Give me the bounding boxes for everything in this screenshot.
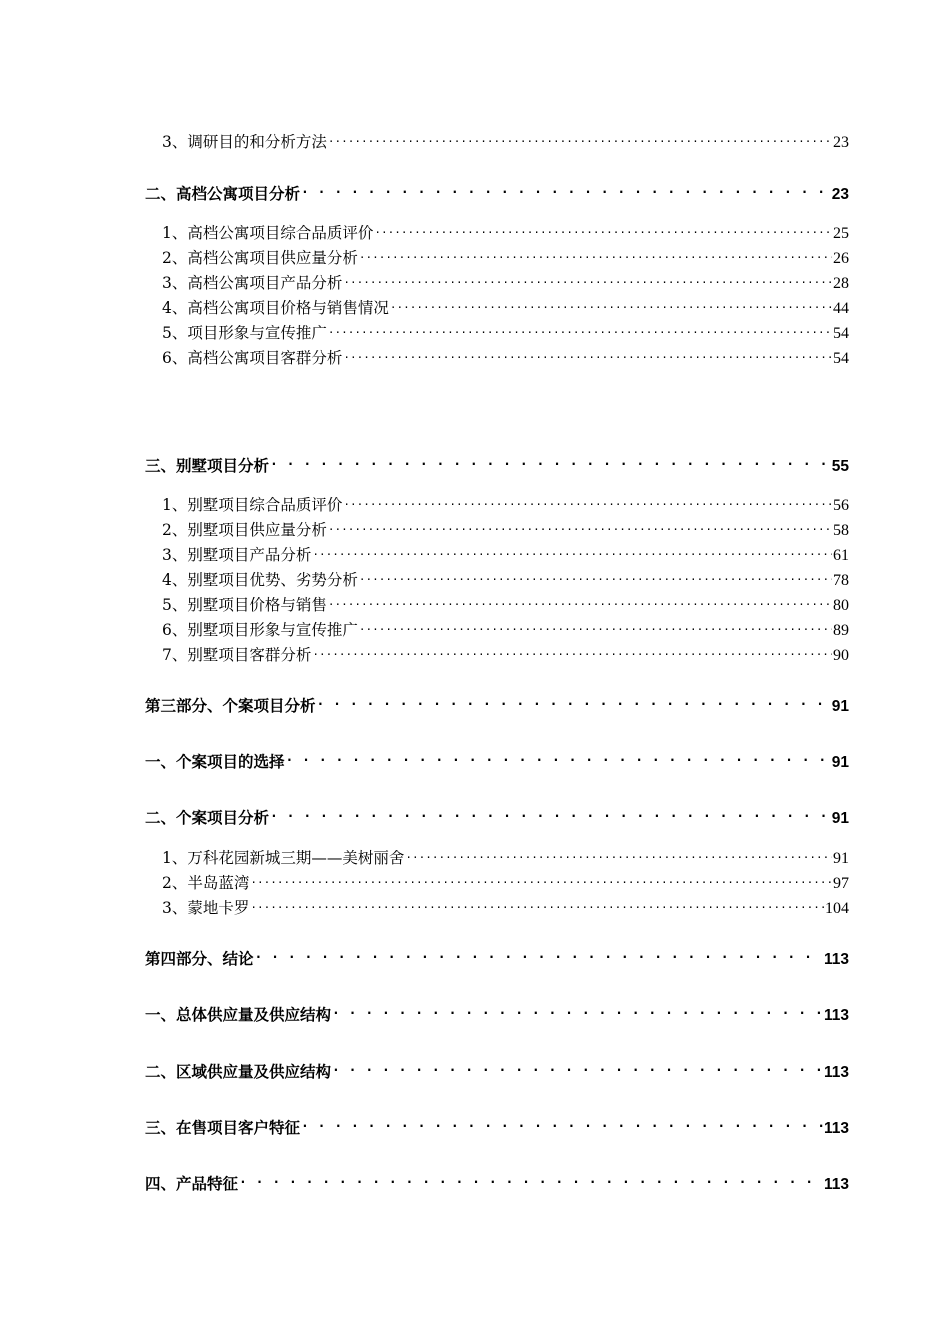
toc-entry[interactable] — [162, 868, 849, 894]
toc-entry[interactable] — [162, 590, 849, 616]
toc-entry-title: 1、别墅项目综合品质评价 — [162, 496, 343, 514]
toc-dot-leader — [405, 843, 832, 863]
toc-entry[interactable] — [145, 691, 849, 717]
toc-entry-title: 二、高档公寓项目分析 — [145, 185, 301, 203]
toc-entry[interactable] — [162, 243, 849, 269]
toc-page-number: 54 — [833, 325, 849, 342]
toc-dot-leader — [328, 318, 832, 338]
toc-entry-title: 5、别墅项目价格与销售 — [162, 596, 327, 614]
toc-page-number: 91 — [831, 698, 849, 715]
toc-dot-leader — [301, 1113, 823, 1133]
toc-page-number: 61 — [833, 547, 849, 564]
toc-dot-leader — [255, 944, 823, 964]
toc-dot-leader — [328, 515, 832, 535]
toc-dot-leader — [239, 1169, 823, 1189]
toc-page-number: 90 — [833, 647, 849, 664]
toc-page-number: 113 — [823, 1064, 849, 1081]
toc-entry[interactable] — [162, 893, 849, 919]
toc-entry-title: 二、区域供应量及供应结构 — [145, 1063, 332, 1081]
toc-dot-leader — [286, 747, 831, 767]
toc-page-number: 80 — [833, 597, 849, 614]
toc-page-number: 58 — [833, 522, 849, 539]
toc-entry-title: 3、高档公寓项目产品分析 — [162, 274, 343, 292]
toc-entry-title: 三、别墅项目分析 — [145, 457, 270, 475]
toc-page-number: 113 — [823, 1176, 849, 1193]
toc-entry[interactable] — [145, 803, 849, 829]
toc-entry-title: 二、个案项目分析 — [145, 809, 270, 827]
toc-page-number: 113 — [823, 951, 849, 968]
toc-dot-leader — [270, 451, 831, 471]
toc-dot-leader — [359, 615, 832, 635]
toc-entry[interactable] — [162, 218, 849, 244]
toc-page-number: 44 — [833, 300, 849, 317]
toc-entry[interactable] — [162, 843, 849, 869]
toc-dot-leader — [317, 691, 831, 711]
toc-entry[interactable] — [162, 540, 849, 566]
toc-page-number: 28 — [833, 275, 849, 292]
toc-entry[interactable] — [162, 565, 849, 591]
toc-dot-leader — [332, 1000, 823, 1020]
toc-entry-title: 1、高档公寓项目综合品质评价 — [162, 224, 374, 242]
toc-entry[interactable] — [145, 747, 849, 773]
toc-entry-title: 6、高档公寓项目客群分析 — [162, 349, 343, 367]
toc-entry[interactable] — [162, 268, 849, 294]
toc-entry-title: 2、高档公寓项目供应量分析 — [162, 249, 358, 267]
toc-entry[interactable] — [162, 127, 849, 153]
toc-dot-leader — [343, 490, 832, 510]
toc-dot-leader — [312, 540, 832, 560]
toc-page-number: 25 — [833, 225, 849, 242]
toc-dot-leader — [359, 243, 832, 263]
toc-page-number: 89 — [833, 622, 849, 639]
toc-entry[interactable] — [162, 615, 849, 641]
toc-entry[interactable] — [162, 343, 849, 369]
toc-dot-leader — [343, 343, 832, 363]
toc-page-number: 113 — [823, 1007, 849, 1024]
toc-entry[interactable] — [145, 1057, 849, 1083]
toc-page-number: 113 — [823, 1120, 849, 1137]
toc-page-number: 97 — [833, 875, 849, 892]
toc-entry-title: 一、个案项目的选择 — [145, 753, 285, 771]
toc-entry[interactable] — [145, 1113, 849, 1139]
toc-page-number: 26 — [833, 250, 849, 267]
toc-page-number: 55 — [831, 458, 849, 475]
toc-page-number: 78 — [833, 572, 849, 589]
toc-dot-leader — [270, 803, 831, 823]
toc-dot-leader — [343, 268, 832, 288]
toc-entry-title: 三、在售项目客户特征 — [145, 1119, 301, 1137]
toc-dot-leader — [312, 640, 832, 660]
toc-dot-leader — [301, 179, 831, 199]
toc-entry-title: 3、别墅项目产品分析 — [162, 546, 312, 564]
toc-entry[interactable] — [145, 1169, 849, 1195]
toc-page-number: 54 — [833, 350, 849, 367]
toc-entry-title: 3、调研目的和分析方法 — [162, 133, 327, 151]
toc-page-number: 56 — [833, 497, 849, 514]
toc-entry-title: 6、别墅项目形象与宣传推广 — [162, 621, 358, 639]
toc-dot-leader — [374, 218, 832, 238]
toc-page-number: 104 — [825, 900, 849, 917]
toc-entry-title: 3、蒙地卡罗 — [162, 899, 250, 917]
toc-entry[interactable] — [162, 318, 849, 344]
toc-entry[interactable] — [145, 1000, 849, 1026]
toc-entry[interactable] — [162, 640, 849, 666]
toc-entry-title: 4、高档公寓项目价格与销售情况 — [162, 299, 389, 317]
toc-dot-leader — [250, 868, 832, 888]
toc-entry-title: 5、项目形象与宣传推广 — [162, 324, 327, 342]
toc-dot-leader — [328, 127, 832, 147]
toc-entry[interactable] — [145, 451, 849, 477]
toc-dot-leader — [390, 293, 832, 313]
toc-entry-title: 4、别墅项目优势、劣势分析 — [162, 571, 358, 589]
toc-dot-leader — [359, 565, 832, 585]
toc-entry-title: 1、万科花园新城三期——美树丽舍 — [162, 849, 405, 867]
toc-entry-title: 2、半岛蓝湾 — [162, 874, 250, 892]
toc-page-number: 91 — [833, 850, 849, 867]
toc-page-number: 23 — [831, 186, 849, 203]
toc-page-number: 91 — [831, 810, 849, 827]
toc-entry[interactable] — [145, 179, 849, 205]
toc-entry-title: 四、产品特征 — [145, 1175, 239, 1193]
toc-entry[interactable] — [162, 293, 849, 319]
toc-dot-leader — [328, 590, 832, 610]
toc-entry-title: 一、总体供应量及供应结构 — [145, 1006, 332, 1024]
toc-entry-title: 第三部分、个案项目分析 — [145, 697, 316, 715]
toc-dot-leader — [332, 1057, 823, 1077]
toc-entry[interactable] — [145, 944, 849, 970]
toc-dot-leader — [250, 893, 824, 913]
toc-entry[interactable] — [162, 490, 849, 516]
toc-entry[interactable] — [162, 515, 849, 541]
toc-entry-title: 7、别墅项目客群分析 — [162, 646, 312, 664]
toc-page-number: 23 — [833, 134, 849, 151]
toc-entry-title: 2、别墅项目供应量分析 — [162, 521, 327, 539]
toc-entry-title: 第四部分、结论 — [145, 950, 254, 968]
toc-page-number: 91 — [831, 754, 849, 771]
